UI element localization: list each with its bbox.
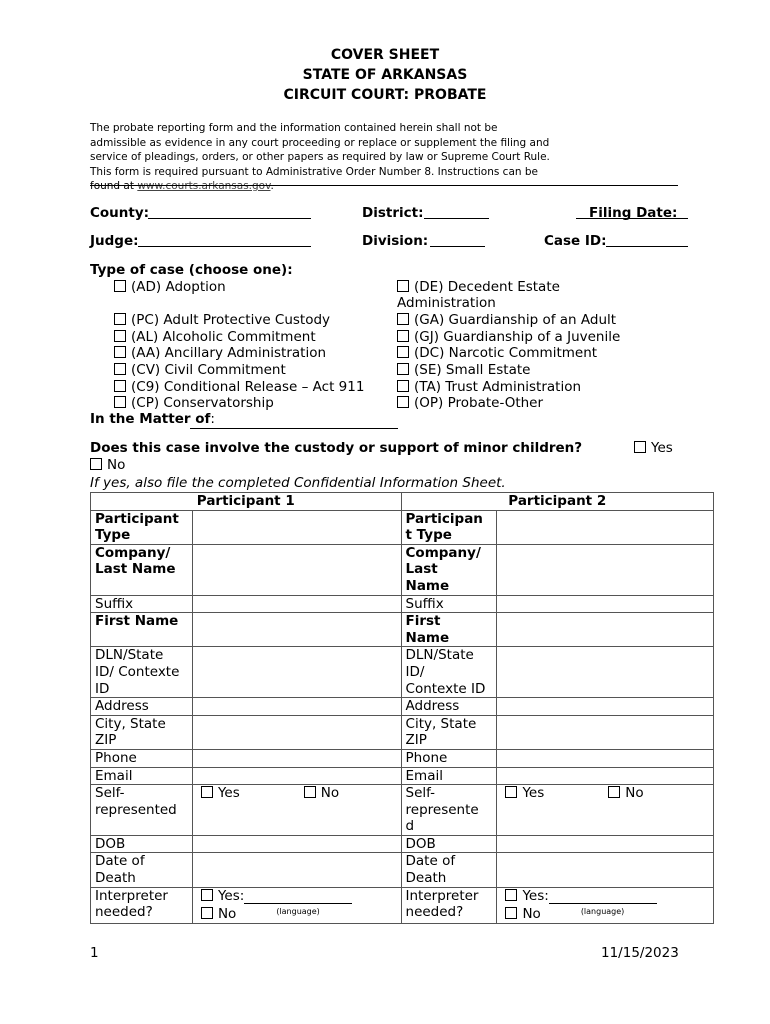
p2-interpreter-cell	[497, 887, 714, 923]
label-line: Name	[405, 577, 450, 594]
checkbox-icon[interactable]	[114, 363, 126, 375]
table-row	[91, 613, 714, 647]
label-line: Participant	[95, 510, 179, 527]
label-line: Self-	[95, 785, 125, 802]
district-label: District:	[362, 205, 424, 221]
case-type-option[interactable]	[397, 395, 543, 412]
case-type-option[interactable]	[114, 345, 326, 362]
case-type-option[interactable]	[114, 329, 316, 346]
yes-label: Yes	[522, 887, 545, 904]
row-label: Email	[91, 767, 193, 785]
division-label: Division:	[362, 233, 429, 249]
row-label: Suffix	[401, 595, 497, 613]
row-label	[401, 887, 497, 923]
county-field[interactable]	[148, 218, 311, 219]
option-label: (DC) Narcotic Commitment	[414, 345, 598, 361]
row-label	[91, 544, 193, 595]
row-label: DOB	[401, 835, 497, 853]
case-id-field[interactable]	[606, 246, 688, 247]
no-label: No	[625, 785, 644, 802]
row-label	[401, 510, 497, 544]
p1-type-cell[interactable]	[192, 510, 401, 544]
checkbox-icon[interactable]	[505, 889, 517, 901]
checkbox-icon[interactable]	[201, 907, 213, 919]
label-line: ZIP	[405, 732, 427, 749]
option-label: (CP) Conservatorship	[131, 395, 274, 411]
table-row	[91, 835, 714, 853]
interpreter-no[interactable]	[201, 904, 397, 923]
matter-text: In the Matter of	[90, 411, 211, 427]
table-row	[91, 767, 714, 785]
label-line: ID/	[405, 663, 425, 680]
table-row	[91, 853, 714, 887]
intro-line: This form is required pursuant to Administrative Order Number 8. Instructions can be	[90, 165, 538, 178]
option-label: (GJ) Guardianship of a Juvenile	[414, 329, 621, 345]
row-label: DOB	[91, 835, 193, 853]
row-label	[401, 544, 497, 595]
custody-yes-option[interactable]	[634, 440, 673, 457]
p2-address-cell[interactable]	[497, 698, 714, 716]
label-line: Participan	[405, 510, 483, 527]
row-label: Address	[401, 698, 497, 716]
checkbox-icon[interactable]	[397, 330, 409, 342]
p1-interpreter-cell	[192, 887, 401, 923]
yes-label: Yes	[217, 785, 240, 802]
title-cover-sheet: COVER SHEET	[330, 47, 440, 63]
intro-text: found at	[90, 180, 138, 192]
label-line: Contexte ID	[405, 680, 486, 697]
judge-field[interactable]	[138, 246, 311, 247]
participant-2-header: Participant 2	[401, 493, 713, 511]
label-line: Date of	[95, 853, 145, 870]
intro-text: .	[270, 180, 274, 192]
p1-self-represented-cell	[192, 785, 401, 836]
table-row	[91, 647, 714, 698]
case-id-label: Case ID:	[544, 233, 607, 249]
label-line: City, State	[95, 715, 166, 732]
option-label-continued: Administration	[397, 295, 496, 311]
p1-first-name-cell[interactable]	[192, 613, 401, 647]
p2-type-cell[interactable]	[497, 510, 714, 544]
case-type-option[interactable]	[397, 345, 597, 362]
option-label: (AD) Adoption	[131, 279, 226, 295]
label-line: Type	[95, 527, 131, 544]
interpreter-yes[interactable]: Yes:	[505, 888, 709, 905]
row-label: Address	[91, 698, 193, 716]
option-label: (AL) Alcoholic Commitment	[131, 329, 316, 345]
title-court: CIRCUIT COURT: PROBATE	[283, 87, 487, 103]
label-line: d	[405, 818, 415, 835]
case-type-option[interactable]	[397, 329, 620, 346]
p2-city-cell[interactable]	[497, 715, 714, 749]
table-row	[91, 698, 714, 716]
checkbox-icon[interactable]	[397, 380, 409, 392]
p1-suffix-cell[interactable]	[192, 595, 401, 613]
label-line: Interpreter	[405, 887, 479, 904]
footer-date: 11/15/2023	[601, 945, 679, 961]
case-type-option[interactable]	[114, 312, 330, 329]
p2-dob-cell[interactable]	[497, 835, 714, 853]
case-type-option[interactable]	[397, 279, 560, 296]
yes-label: Yes	[217, 887, 240, 904]
intro-rule	[90, 185, 678, 186]
checkbox-icon[interactable]	[397, 280, 409, 292]
row-label: Phone	[91, 749, 193, 767]
title-state: STATE OF ARKANSAS	[302, 67, 468, 83]
checkbox-icon[interactable]	[114, 280, 126, 292]
matter-colon: :	[210, 411, 215, 427]
row-label	[401, 613, 497, 647]
participant-1-header: Participant 1	[91, 493, 402, 511]
checkbox-icon[interactable]	[114, 313, 126, 325]
option-label: (OP) Probate-Other	[414, 395, 544, 411]
row-label	[401, 647, 497, 698]
option-label: (SE) Small Estate	[414, 362, 531, 378]
p1-dob-cell[interactable]	[192, 835, 401, 853]
table-row	[91, 595, 714, 613]
no-label: No	[522, 906, 541, 923]
language-caption: (language)	[276, 907, 320, 917]
checkbox-icon[interactable]	[505, 786, 517, 798]
option-label: (PC) Adult Protective Custody	[131, 312, 331, 328]
label-line: DLN/State	[95, 647, 164, 664]
checkbox-icon[interactable]	[114, 346, 126, 358]
table-header-row	[91, 493, 714, 511]
p2-email-cell[interactable]	[497, 767, 714, 785]
label-line: Interpreter	[95, 887, 168, 904]
case-type-option[interactable]	[114, 279, 226, 296]
label-line: t Type	[405, 527, 452, 544]
label-line: ID	[95, 680, 110, 697]
p1-city-cell[interactable]	[192, 715, 401, 749]
row-label	[401, 853, 497, 887]
checkbox-icon[interactable]	[505, 907, 517, 919]
option-label: No	[107, 457, 126, 473]
division-field[interactable]	[430, 246, 485, 247]
courts-link[interactable]: www.courts.arkansas.gov	[137, 180, 271, 192]
label-line: Self-	[405, 785, 436, 802]
p1-email-cell[interactable]	[192, 767, 401, 785]
case-type-option[interactable]	[397, 379, 581, 396]
label-line: Company/	[95, 544, 171, 561]
table-row	[91, 544, 714, 595]
matter-label	[90, 411, 215, 427]
row-label	[91, 785, 193, 836]
district-field[interactable]	[424, 218, 489, 219]
label-line: City, State	[405, 715, 477, 732]
table-row	[91, 715, 714, 749]
table-row	[91, 887, 714, 923]
p1-dod-cell[interactable]	[192, 853, 401, 887]
table-row	[91, 749, 714, 767]
intro-line: The probate reporting form and the information contained herein shall not be	[90, 122, 498, 134]
intro-line: service of pleadings, orders, or other papers as required by law or Supreme Court Rule.	[90, 151, 550, 163]
label-line: First	[405, 613, 441, 630]
row-label: Email	[401, 767, 497, 785]
option-label: (AA) Ancillary Administration	[131, 345, 327, 361]
p2-first-name-cell[interactable]	[497, 613, 714, 647]
checkbox-icon[interactable]	[304, 786, 316, 798]
row-label	[91, 647, 193, 698]
matter-field[interactable]	[190, 428, 398, 429]
label-line: Last Name	[95, 561, 176, 578]
judge-label: Judge:	[90, 233, 139, 249]
row-label	[91, 510, 193, 544]
row-label	[91, 887, 193, 923]
checkbox-icon[interactable]	[608, 786, 620, 798]
no-label: No	[320, 785, 340, 802]
label-line: ID/ Contexte	[95, 663, 180, 680]
label-line: DLN/State	[405, 647, 474, 664]
filing-date-label: Filing Date:	[589, 205, 678, 221]
page-number: 1	[90, 945, 99, 961]
checkbox-icon[interactable]	[114, 330, 126, 342]
case-type-option[interactable]	[114, 379, 364, 396]
row-label	[91, 853, 193, 887]
label-line: Name	[405, 629, 450, 646]
label-line: represente	[405, 801, 479, 818]
label-line: Death	[95, 870, 136, 887]
p2-phone-cell[interactable]	[497, 749, 714, 767]
yes-label: Yes	[522, 785, 545, 802]
label-line: Last	[405, 561, 438, 578]
case-type-option[interactable]	[397, 362, 530, 379]
p1-phone-cell[interactable]	[192, 749, 401, 767]
language-field[interactable]	[244, 893, 352, 904]
label-line: Death	[405, 870, 447, 887]
p2-dod-cell[interactable]	[497, 853, 714, 887]
case-type-heading: Type of case (choose one):	[90, 262, 293, 278]
case-type-option[interactable]	[397, 312, 616, 329]
option-label: Yes	[651, 440, 673, 456]
checkbox-icon[interactable]	[397, 363, 409, 375]
intro-paragraph	[90, 121, 690, 194]
checkbox-icon[interactable]	[90, 458, 102, 470]
county-label: County:	[90, 205, 150, 221]
table-row	[91, 785, 714, 836]
checkbox-icon[interactable]	[201, 786, 213, 798]
p2-self-represented-cell	[497, 785, 714, 836]
row-label	[91, 715, 193, 749]
case-type-option[interactable]	[114, 362, 286, 379]
option-label: (CV) Civil Commitment	[131, 362, 286, 378]
p2-dln-cell[interactable]	[497, 647, 714, 698]
row-label: Phone	[401, 749, 497, 767]
case-type-option[interactable]	[114, 395, 274, 412]
checkbox-icon[interactable]	[114, 380, 126, 392]
row-label: Suffix	[91, 595, 193, 613]
checkbox-icon[interactable]	[397, 313, 409, 325]
label-line: needed?	[95, 904, 153, 921]
checkbox-icon[interactable]	[397, 346, 409, 358]
checkbox-icon[interactable]	[397, 396, 409, 408]
option-label: (DE) Decedent Estate	[414, 279, 560, 295]
custody-note: If yes, also file the completed Confidential Information Sheet.	[90, 475, 506, 491]
interpreter-no[interactable]	[505, 904, 709, 923]
language-caption: (language)	[580, 907, 625, 917]
label-line: needed?	[405, 904, 464, 921]
table-row	[91, 510, 714, 544]
no-label: No	[217, 906, 237, 923]
p1-dln-cell[interactable]	[192, 647, 401, 698]
checkbox-icon[interactable]	[114, 396, 126, 408]
label-line: ZIP	[95, 732, 117, 749]
participant-table	[90, 492, 714, 924]
option-label: (TA) Trust Administration	[414, 379, 582, 395]
p1-address-cell[interactable]	[192, 698, 401, 716]
option-label: (C9) Conditional Release – Act 911	[131, 379, 365, 395]
label-line: Company/	[405, 544, 481, 561]
row-label	[401, 715, 497, 749]
checkbox-icon[interactable]	[634, 441, 646, 453]
intro-line	[90, 179, 690, 194]
label-line: Date of	[405, 853, 456, 870]
p2-company-cell[interactable]	[497, 544, 714, 595]
custody-question: Does this case involve the custody or support of minor children?	[90, 440, 583, 456]
row-label: First Name	[91, 613, 193, 647]
p2-suffix-cell[interactable]	[497, 595, 714, 613]
p1-company-cell[interactable]	[192, 544, 401, 595]
filing-date-field[interactable]	[576, 218, 688, 219]
row-label	[401, 785, 497, 836]
language-field[interactable]	[549, 893, 657, 904]
custody-no-option[interactable]	[90, 457, 125, 474]
intro-line: admissible as evidence in any court proceeding or replace or supplement the filing and	[90, 136, 550, 149]
interpreter-yes[interactable]: Yes:	[201, 888, 397, 905]
option-label: (GA) Guardianship of an Adult	[414, 312, 617, 328]
checkbox-icon[interactable]	[201, 889, 213, 901]
label-line: represented	[95, 801, 177, 818]
